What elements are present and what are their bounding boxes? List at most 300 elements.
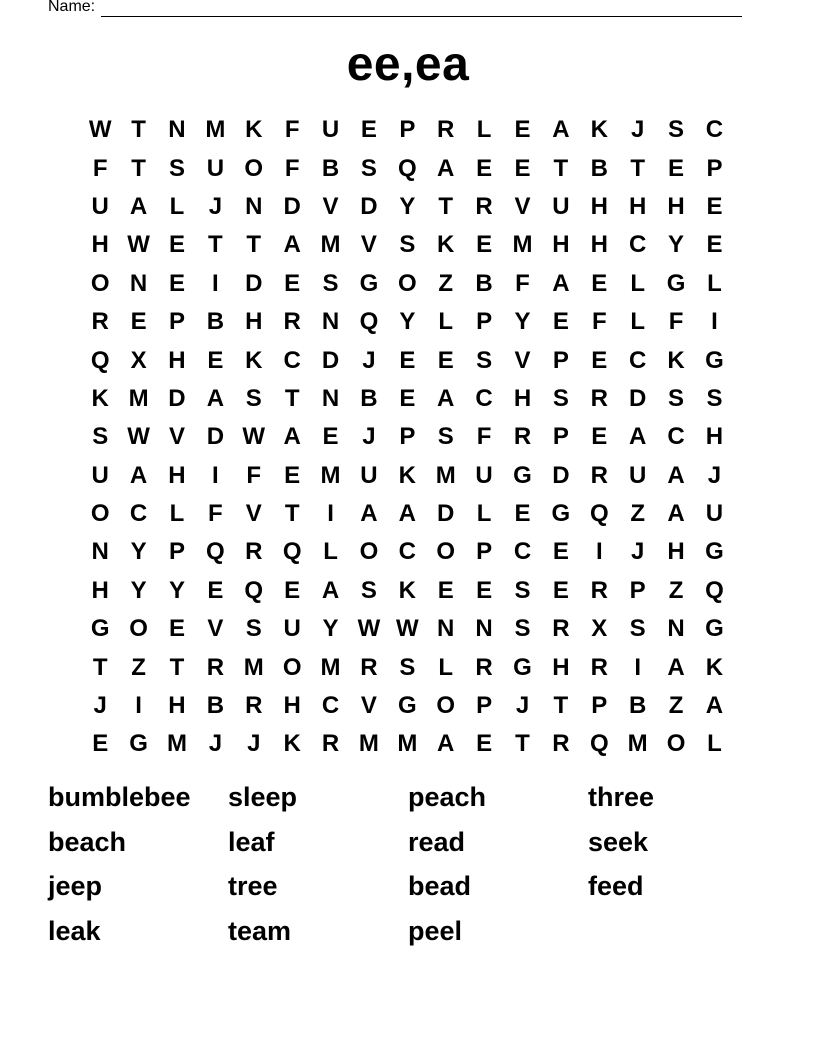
grid-letter: V bbox=[322, 192, 339, 220]
grid-letter: P bbox=[168, 538, 185, 566]
grid-letter: E bbox=[552, 308, 569, 336]
grid-letter: L bbox=[169, 500, 185, 528]
word-bank-item: read bbox=[408, 826, 466, 857]
grid-letter: K bbox=[283, 730, 301, 758]
grid-letter: M bbox=[166, 730, 187, 758]
grid-letter: O bbox=[397, 269, 417, 297]
grid-letter: E bbox=[168, 231, 185, 259]
grid-letter: I bbox=[212, 269, 219, 297]
grid-letter: D bbox=[283, 192, 301, 220]
grid-letter: A bbox=[552, 269, 570, 297]
grid-letter: O bbox=[129, 615, 148, 643]
word-bank-item: sleep bbox=[228, 782, 298, 812]
grid-letter: Q bbox=[282, 538, 302, 566]
grid-letter: H bbox=[168, 346, 186, 374]
word-bank-item: beach bbox=[48, 826, 127, 857]
grid-letter: R bbox=[590, 576, 608, 604]
grid-letter: M bbox=[320, 231, 341, 259]
grid-letter: U bbox=[283, 615, 301, 643]
name-underline bbox=[101, 2, 742, 17]
grid-letter: L bbox=[169, 192, 185, 220]
grid-letter: O bbox=[666, 730, 686, 758]
grid-letter: S bbox=[360, 576, 377, 604]
grid-letter: E bbox=[322, 423, 339, 451]
grid-letter: E bbox=[476, 231, 493, 259]
grid-letter: R bbox=[206, 653, 225, 681]
grid-letter: A bbox=[129, 192, 148, 220]
grid-letter: S bbox=[322, 269, 339, 297]
grid-letter: R bbox=[590, 384, 608, 412]
grid-letter: H bbox=[667, 192, 685, 220]
grid-letter: H bbox=[552, 231, 570, 259]
grid-letter: J bbox=[208, 730, 223, 758]
grid-letter: P bbox=[706, 154, 723, 182]
grid-letter: Q bbox=[359, 308, 379, 336]
grid-letter: J bbox=[362, 346, 376, 374]
grid-letter: Q bbox=[90, 346, 110, 374]
grid-letter: T bbox=[131, 116, 146, 144]
grid-letter: Z bbox=[668, 692, 684, 720]
grid-letter: I bbox=[212, 461, 219, 489]
grid-letter: E bbox=[207, 346, 224, 374]
grid-letter: E bbox=[514, 154, 531, 182]
grid-letter: F bbox=[591, 308, 607, 336]
grid-letter: U bbox=[705, 500, 724, 528]
grid-letter: E bbox=[552, 576, 569, 604]
grid-letter: E bbox=[399, 384, 416, 412]
grid-letter: A bbox=[667, 461, 685, 489]
grid-letter: V bbox=[514, 346, 531, 374]
grid-letter: S bbox=[514, 615, 531, 643]
grid-letter: P bbox=[476, 692, 493, 720]
grid-letter: M bbox=[205, 116, 226, 144]
grid-letter: Y bbox=[130, 576, 147, 604]
grid-letter: S bbox=[668, 384, 685, 412]
grid-letter: K bbox=[667, 346, 685, 374]
grid-letter: M bbox=[320, 461, 341, 489]
grid-letter: N bbox=[245, 192, 263, 220]
grid-letter: S bbox=[168, 154, 185, 182]
grid-letter: O bbox=[359, 538, 379, 566]
grid-letter: O bbox=[90, 500, 110, 528]
grid-letter: P bbox=[399, 423, 416, 451]
grid-letter: V bbox=[207, 615, 224, 643]
grid-letter: S bbox=[668, 116, 685, 144]
grid-letter: P bbox=[168, 308, 185, 336]
grid-letter: R bbox=[283, 308, 301, 336]
grid-letter: U bbox=[91, 192, 109, 220]
grid-letter: T bbox=[284, 384, 300, 412]
grid-letter: O bbox=[282, 653, 302, 681]
grid-letter: C bbox=[398, 538, 416, 566]
grid-letter: I bbox=[634, 653, 641, 681]
grid-letter: U bbox=[321, 116, 340, 144]
grid-letter: A bbox=[360, 500, 378, 528]
grid-letter: B bbox=[475, 269, 493, 297]
grid-letter: A bbox=[667, 500, 685, 528]
grid-letter: E bbox=[476, 730, 493, 758]
grid-letter: E bbox=[284, 576, 301, 604]
grid-letter: H bbox=[283, 692, 301, 720]
grid-letter: R bbox=[475, 653, 493, 681]
grid-letter: Z bbox=[668, 576, 684, 604]
grid-letter: E bbox=[591, 346, 608, 374]
grid-letter: W bbox=[127, 423, 150, 451]
grid-letter: G bbox=[513, 653, 532, 681]
grid-letter: S bbox=[552, 384, 569, 412]
grid-letter: O bbox=[90, 269, 110, 297]
grid-letter: K bbox=[437, 231, 455, 259]
grid-letter: V bbox=[245, 500, 262, 528]
grid-letter: P bbox=[476, 308, 493, 336]
grid-letter: R bbox=[360, 653, 378, 681]
grid-letter: L bbox=[630, 308, 645, 336]
grid-letter: N bbox=[129, 269, 148, 297]
grid-letter: E bbox=[514, 500, 531, 528]
grid-letter: K bbox=[245, 346, 263, 374]
grid-letter: D bbox=[360, 192, 378, 220]
grid-letter: L bbox=[438, 653, 454, 681]
grid-letter: R bbox=[513, 423, 532, 451]
grid-letter: K bbox=[398, 461, 416, 489]
grid-letter: J bbox=[515, 692, 530, 720]
grid-letter: R bbox=[590, 653, 608, 681]
grid-letter: W bbox=[395, 615, 419, 643]
grid-letter: E bbox=[706, 231, 723, 259]
grid-letter: C bbox=[129, 500, 148, 528]
grid-letter: J bbox=[362, 423, 376, 451]
grid-letter: T bbox=[553, 154, 569, 182]
grid-letter: S bbox=[245, 615, 262, 643]
grid-letter: A bbox=[321, 576, 340, 604]
grid-letter: T bbox=[630, 154, 645, 182]
grid-letter: B bbox=[206, 308, 225, 336]
grid-letter: Y bbox=[130, 538, 147, 566]
word-bank-item: peel bbox=[408, 915, 463, 946]
grid-letter: D bbox=[552, 461, 570, 489]
grid-letter: B bbox=[628, 692, 647, 720]
grid-letter: W bbox=[127, 231, 150, 259]
grid-letter: E bbox=[668, 154, 685, 182]
grid-letter: I bbox=[595, 538, 603, 566]
grid-letter: U bbox=[475, 461, 493, 489]
grid-letter: J bbox=[93, 692, 107, 720]
name-field bbox=[48, 0, 742, 17]
word-bank-item: seek bbox=[588, 826, 649, 857]
grid-letter: Y bbox=[168, 576, 185, 604]
grid-letter: N bbox=[667, 615, 685, 643]
grid-letter: B bbox=[360, 384, 378, 412]
grid-letter: Z bbox=[630, 500, 645, 528]
grid-letter: N bbox=[321, 384, 340, 412]
grid-letter: N bbox=[437, 615, 455, 643]
grid-letter: C bbox=[705, 116, 724, 144]
grid-letter: E bbox=[706, 192, 723, 220]
grid-letter: L bbox=[476, 500, 492, 528]
grid-letter: E bbox=[437, 346, 454, 374]
grid-letter: T bbox=[169, 653, 185, 681]
grid-letter: O bbox=[436, 692, 456, 720]
grid-letter: E bbox=[591, 423, 608, 451]
grid-letter: E bbox=[207, 576, 224, 604]
grid-letter: G bbox=[551, 500, 571, 528]
grid-letter: A bbox=[667, 653, 685, 681]
grid-letter: G bbox=[705, 538, 724, 566]
grid-letter: C bbox=[321, 692, 340, 720]
grid-letter: M bbox=[435, 461, 456, 489]
grid-letter: B bbox=[590, 154, 608, 182]
grid-letter: L bbox=[707, 730, 722, 758]
grid-letter: H bbox=[91, 576, 109, 604]
grid-letter: F bbox=[476, 423, 492, 451]
grid-letter: R bbox=[475, 192, 493, 220]
grid-letter: B bbox=[321, 154, 340, 182]
grid-letter: H bbox=[590, 231, 608, 259]
grid-letter: U bbox=[552, 192, 570, 220]
grid-letter: R bbox=[321, 730, 340, 758]
grid-letter: G bbox=[90, 615, 110, 643]
grid-letter: E bbox=[92, 730, 109, 758]
grid-letter: K bbox=[705, 653, 724, 681]
grid-letter: E bbox=[284, 461, 301, 489]
grid-letter: G bbox=[705, 346, 724, 374]
grid-letter: S bbox=[92, 423, 109, 451]
grid-letter: A bbox=[283, 423, 301, 451]
grid-letter: Z bbox=[438, 269, 454, 297]
grid-letter: K bbox=[590, 116, 608, 144]
grid-letter: Q bbox=[206, 538, 225, 566]
grid-letter: K bbox=[91, 384, 109, 412]
grid-letter: E bbox=[130, 308, 147, 336]
grid-letter: Z bbox=[131, 653, 146, 681]
grid-letter: M bbox=[627, 730, 648, 758]
grid-letter: H bbox=[628, 192, 647, 220]
grid-letter: D bbox=[168, 384, 186, 412]
grid-letter: I bbox=[135, 692, 142, 720]
grid-letter: H bbox=[168, 692, 186, 720]
grid-letter: E bbox=[591, 269, 608, 297]
grid-letter: O bbox=[244, 154, 264, 182]
grid-letter: D bbox=[245, 269, 263, 297]
grid-letter: X bbox=[130, 346, 147, 374]
grid-letter: H bbox=[513, 384, 532, 412]
grid-letter: G bbox=[705, 615, 724, 643]
grid-letter: O bbox=[436, 538, 456, 566]
grid-letter: S bbox=[514, 576, 531, 604]
grid-letter: H bbox=[552, 653, 570, 681]
grid-letter: J bbox=[630, 538, 645, 566]
grid-letter: H bbox=[590, 192, 608, 220]
grid-letter: G bbox=[666, 269, 686, 297]
grid-letter: F bbox=[246, 461, 262, 489]
grid-letter: A bbox=[437, 154, 455, 182]
grid-letter: Y bbox=[514, 308, 531, 336]
grid-letter: M bbox=[128, 384, 149, 412]
grid-letter: T bbox=[246, 231, 262, 259]
grid-letter: L bbox=[438, 308, 454, 336]
grid-letter: W bbox=[242, 423, 266, 451]
grid-letter: F bbox=[515, 269, 530, 297]
grid-letter: I bbox=[327, 500, 334, 528]
grid-letter: P bbox=[629, 576, 646, 604]
grid-letter: R bbox=[245, 692, 263, 720]
grid-letter: J bbox=[208, 192, 223, 220]
grid-letter: N bbox=[321, 308, 340, 336]
page-title: ee,ea bbox=[346, 38, 470, 91]
grid-letter: H bbox=[168, 461, 186, 489]
grid-letter: R bbox=[552, 615, 570, 643]
grid-letter: S bbox=[360, 154, 377, 182]
grid-letter: Q bbox=[397, 154, 417, 182]
grid-letter: L bbox=[476, 116, 492, 144]
grid-letter: F bbox=[92, 154, 108, 182]
grid-letter: T bbox=[131, 154, 146, 182]
name-label: Name: bbox=[48, 0, 96, 15]
grid-letter: E bbox=[360, 116, 377, 144]
grid-letter: Y bbox=[322, 615, 339, 643]
word-bank-item: leak bbox=[48, 915, 101, 946]
grid-letter: Q bbox=[705, 576, 724, 604]
grid-letter: E bbox=[552, 538, 569, 566]
grid-letter: H bbox=[705, 423, 724, 451]
grid-letter: P bbox=[552, 423, 569, 451]
grid-letter: S bbox=[245, 384, 262, 412]
grid-letter: W bbox=[88, 116, 112, 144]
word-bank-item: bead bbox=[408, 871, 472, 902]
grid-letter: A bbox=[705, 692, 724, 720]
grid-letter: H bbox=[245, 308, 263, 336]
grid-letter: M bbox=[320, 653, 341, 681]
word-bank-item: team bbox=[228, 915, 292, 946]
grid-letter: E bbox=[437, 576, 454, 604]
grid-letter: U bbox=[91, 461, 109, 489]
grid-letter: P bbox=[476, 538, 493, 566]
grid-letter: R bbox=[552, 730, 570, 758]
grid-letter: X bbox=[591, 615, 608, 643]
grid-letter: D bbox=[206, 423, 225, 451]
grid-letter: C bbox=[283, 346, 301, 374]
grid-letter: M bbox=[358, 730, 379, 758]
grid-letter: C bbox=[667, 423, 685, 451]
grid-letter: B bbox=[206, 692, 225, 720]
grid-letter: F bbox=[284, 116, 300, 144]
grid-letter: H bbox=[667, 538, 685, 566]
grid-letter: T bbox=[438, 192, 454, 220]
grid-letter: G bbox=[129, 730, 148, 758]
grid-letter: T bbox=[515, 730, 530, 758]
grid-letter: C bbox=[475, 384, 493, 412]
grid-letter: D bbox=[321, 346, 340, 374]
grid-letter: T bbox=[553, 692, 569, 720]
grid-letter: F bbox=[208, 500, 223, 528]
letter-grid bbox=[81, 111, 734, 764]
grid-letter: J bbox=[630, 116, 645, 144]
grid-letter: M bbox=[397, 730, 418, 758]
grid-letter: K bbox=[245, 116, 263, 144]
grid-letter: V bbox=[360, 231, 377, 259]
grid-letter: F bbox=[284, 154, 300, 182]
word-bank-item: peach bbox=[408, 782, 487, 812]
grid-letter: D bbox=[437, 500, 455, 528]
grid-letter: W bbox=[357, 615, 381, 643]
grid-letter: L bbox=[630, 269, 645, 297]
grid-letter: A bbox=[437, 384, 455, 412]
grid-letter: V bbox=[360, 692, 377, 720]
grid-letter: S bbox=[399, 231, 416, 259]
grid-letter: U bbox=[206, 154, 225, 182]
grid-letter: A bbox=[283, 231, 301, 259]
grid-letter: G bbox=[397, 692, 417, 720]
grid-letter: V bbox=[514, 192, 531, 220]
grid-letter: Y bbox=[668, 231, 685, 259]
grid-letter: K bbox=[398, 576, 416, 604]
grid-letter: T bbox=[284, 500, 300, 528]
grid-letter: L bbox=[323, 538, 338, 566]
grid-letter: V bbox=[168, 423, 185, 451]
grid-letter: E bbox=[399, 346, 416, 374]
grid-letter: R bbox=[245, 538, 263, 566]
grid-letter: Y bbox=[399, 192, 416, 220]
grid-letter: E bbox=[476, 154, 493, 182]
grid-letter: C bbox=[513, 538, 532, 566]
grid-letter: Q bbox=[589, 500, 609, 528]
grid-letter: Q bbox=[589, 730, 609, 758]
word-bank-item: tree bbox=[228, 871, 278, 902]
grid-letter: N bbox=[475, 615, 493, 643]
grid-letter: A bbox=[552, 116, 570, 144]
word-bank-item: three bbox=[588, 782, 655, 812]
grid-letter: S bbox=[629, 615, 646, 643]
grid-letter: P bbox=[399, 116, 416, 144]
grid-letter: E bbox=[168, 615, 185, 643]
grid-letter: R bbox=[590, 461, 608, 489]
grid-letter: E bbox=[284, 269, 301, 297]
grid-letter: P bbox=[552, 346, 569, 374]
grid-letter: A bbox=[206, 384, 225, 412]
word-bank-item: feed bbox=[588, 871, 644, 902]
grid-letter: R bbox=[91, 308, 109, 336]
grid-letter: E bbox=[168, 269, 185, 297]
grid-letter: M bbox=[512, 231, 533, 259]
grid-letter: J bbox=[247, 730, 261, 758]
grid-letter: N bbox=[91, 538, 109, 566]
grid-letter: T bbox=[208, 231, 223, 259]
grid-letter: G bbox=[513, 461, 532, 489]
word-bank-item: bumblebee bbox=[48, 782, 191, 812]
grid-letter: C bbox=[628, 231, 647, 259]
word-bank bbox=[48, 778, 768, 956]
grid-letter: E bbox=[476, 576, 493, 604]
grid-letter: C bbox=[628, 346, 647, 374]
grid-letter: T bbox=[92, 653, 108, 681]
grid-letter: S bbox=[706, 384, 723, 412]
grid-letter: L bbox=[707, 269, 722, 297]
grid-letter: U bbox=[628, 461, 647, 489]
grid-letter: S bbox=[399, 653, 416, 681]
grid-letter: A bbox=[129, 461, 148, 489]
grid-letter: P bbox=[591, 692, 608, 720]
grid-letter: U bbox=[360, 461, 378, 489]
grid-letter: M bbox=[243, 653, 264, 681]
grid-letter: A bbox=[398, 500, 416, 528]
grid-letter: H bbox=[91, 231, 109, 259]
grid-letter: A bbox=[628, 423, 647, 451]
grid-letter: D bbox=[628, 384, 647, 412]
grid-letter: I bbox=[711, 308, 718, 336]
grid-letter: G bbox=[359, 269, 379, 297]
grid-letter: Y bbox=[399, 308, 416, 336]
grid-letter: S bbox=[437, 423, 454, 451]
